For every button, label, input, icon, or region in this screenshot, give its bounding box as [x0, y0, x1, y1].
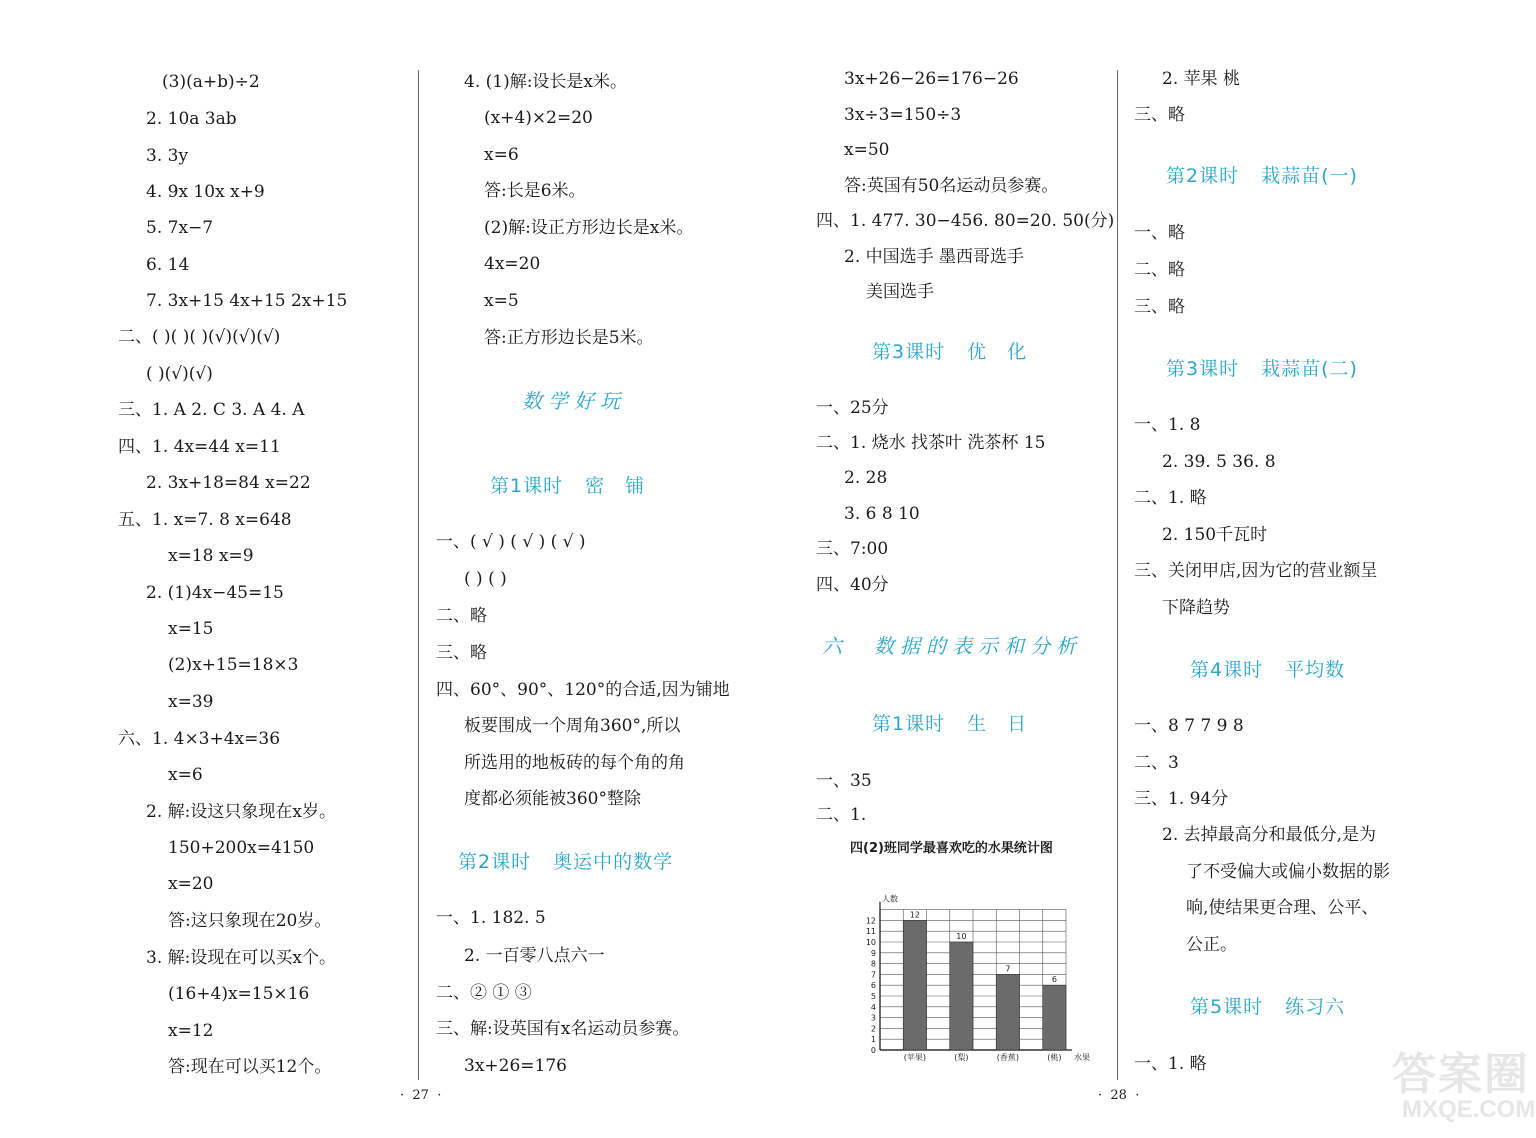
- answer-line: 三、1. 94分: [1134, 789, 1229, 809]
- answer-line: (x+4)×2=20: [484, 108, 593, 128]
- answer-line: 5. 7x−7: [146, 218, 214, 238]
- y-tick-label: 5: [870, 992, 876, 1001]
- answer-line: 四、40分: [816, 575, 889, 595]
- answer-line: 所选用的地板砖的每个角的角: [464, 753, 685, 773]
- y-tick-label: 4: [870, 1002, 876, 1012]
- lesson-topic: 奥运中的数学: [553, 851, 674, 873]
- lesson-heading: [458, 847, 673, 874]
- answer-line: 一、25分: [816, 398, 889, 418]
- category-label: (苹果): [903, 1053, 926, 1062]
- answer-line: x=15: [168, 619, 214, 639]
- answer-line: 响,使结果更合理、公平、: [1186, 898, 1379, 918]
- x-axis-label: 水果: [1074, 1053, 1090, 1062]
- bar-value-label: 10: [956, 932, 967, 941]
- answer-line: 4x=20: [484, 254, 541, 274]
- lesson-number: 第1课时: [490, 475, 564, 497]
- answer-line: 一、1. 8: [1134, 415, 1201, 435]
- y-tick-label: 6: [870, 981, 876, 991]
- answer-line: 答:英国有50名运动员参赛。: [844, 176, 1059, 196]
- bar-value-label: 7: [1005, 964, 1011, 974]
- lesson-heading: [1190, 992, 1345, 1019]
- answer-line: 2. 解:设这只象现在x岁。: [146, 802, 336, 822]
- answer-line: 7. 3x+15 4x+15 2x+15: [146, 291, 348, 311]
- answer-line: x=20: [168, 874, 214, 894]
- y-tick-label: 2: [870, 1024, 876, 1034]
- answer-line: (2)解:设正方形边长是x米。: [484, 218, 694, 238]
- answer-line: 三、解:设英国有x名运动员参赛。: [436, 1019, 690, 1039]
- answer-line: 答:长是6米。: [484, 181, 586, 201]
- answer-line: 二、3: [1134, 753, 1179, 773]
- answer-line: 2. 中国选手 墨西哥选手: [844, 247, 1025, 267]
- category-label: (梨): [954, 1053, 969, 1062]
- lesson-heading: [1190, 655, 1345, 682]
- answer-line: 二、1. 烧水 找茶叶 洗茶杯 15: [816, 433, 1046, 453]
- answer-line: 3x+26=176: [464, 1056, 567, 1076]
- y-tick-label: 8: [870, 959, 876, 969]
- answer-line: 六、1. 4×3+4x=36: [118, 729, 281, 749]
- lesson-heading: [1166, 161, 1358, 188]
- answer-line: x=5: [484, 291, 519, 311]
- answer-line: 3x+26−26=176−26: [844, 69, 1019, 89]
- bar: [996, 974, 1019, 1050]
- answer-line: 五、1. x=7. 8 x=648: [118, 510, 292, 530]
- bar: [950, 942, 973, 1050]
- answer-line: 4. 9x 10x x+9: [146, 182, 265, 202]
- answer-line: 2. 28: [844, 468, 888, 488]
- answer-line: 二、( )( )( )(√)(√)(√): [118, 327, 281, 347]
- answer-line: 一、( √ ) ( √ ) ( √ ): [436, 532, 586, 552]
- answer-line: 答:这只象现在20岁。: [168, 911, 332, 931]
- lesson-topic: 平均数: [1285, 659, 1346, 681]
- unit-title: 数据的表示和分析: [874, 634, 1082, 658]
- answer-line: 三、1. A 2. C 3. A 4. A: [118, 400, 305, 420]
- y-tick-label: 7: [870, 970, 876, 980]
- answer-line: 美国选手: [866, 282, 934, 302]
- answer-line: 公正。: [1186, 935, 1237, 955]
- answer-line: 二、② ① ③: [436, 983, 532, 1003]
- answer-line: 一、35: [816, 771, 872, 791]
- lesson-number: 第5课时: [1190, 996, 1264, 1018]
- answer-line: (16+4)x=15×16: [168, 984, 310, 1004]
- answer-line: 答:现在可以买12个。: [168, 1057, 332, 1077]
- answer-line: 二、略: [436, 606, 487, 626]
- answer-line: 答:正方形边长是5米。: [484, 328, 654, 348]
- y-tick-label: 1: [870, 1035, 876, 1045]
- answer-line: 三、7:00: [816, 539, 889, 559]
- answer-line: 板要围成一个周角360°,所以: [464, 716, 681, 736]
- unit-number: 六: [822, 634, 848, 658]
- answer-line: 四、1. 4x=44 x=11: [118, 437, 281, 457]
- answer-line: 三、略: [1134, 297, 1185, 317]
- answer-line: 二、1. 略: [1134, 488, 1207, 508]
- y-axis-label: 人数: [882, 894, 898, 904]
- answer-line: 2. 150千瓦时: [1162, 525, 1268, 545]
- answer-line: (3)(a+b)÷2: [162, 72, 260, 92]
- answer-line: 2. 一百零八点六一: [464, 946, 605, 966]
- category-label: (桃): [1047, 1053, 1062, 1062]
- lesson-topic: 栽蒜苗(二): [1261, 358, 1358, 380]
- chart-title: 四(2)班同学最喜欢吃的水果统计图: [850, 841, 1053, 856]
- answer-line: 2. 39. 5 36. 8: [1162, 452, 1276, 472]
- answer-line: x=18 x=9: [168, 546, 254, 566]
- y-tick-label: 0: [870, 1046, 876, 1055]
- lesson-topic: 优 化: [967, 341, 1028, 363]
- answer-line: 一、8 7 7 9 8: [1134, 716, 1244, 736]
- lesson-heading: [872, 709, 1027, 736]
- answer-line: x=12: [168, 1021, 214, 1041]
- answer-line: 2. (1)4x−45=15: [146, 583, 284, 603]
- y-tick-label: 10: [865, 938, 876, 947]
- answer-line: 下降趋势: [1162, 598, 1230, 618]
- answer-line: 3x÷3=150÷3: [844, 105, 962, 125]
- page-number-left: · 27 ·: [400, 1088, 442, 1103]
- answer-line: x=50: [844, 140, 890, 160]
- answer-line: x=39: [168, 692, 214, 712]
- lesson-number: 第3课时: [1166, 358, 1240, 380]
- answer-line: (2)x+15=18×3: [168, 655, 299, 675]
- answer-line: 一、1. 182. 5: [436, 908, 546, 928]
- answer-line: 度都必须能被360°整除: [464, 789, 641, 809]
- answer-line: 150+200x=4150: [168, 838, 315, 858]
- y-tick-label: 3: [870, 1013, 876, 1023]
- bar-value-label: 12: [909, 910, 920, 920]
- answer-line: ( ) ( ): [464, 569, 507, 589]
- unit-title: 数学好玩: [522, 389, 626, 413]
- answer-line: ( )(√)(√): [146, 364, 213, 384]
- bar-value-label: 6: [1051, 975, 1057, 985]
- answer-line: 一、1. 略: [1134, 1054, 1207, 1074]
- y-tick-label: 9: [870, 948, 876, 958]
- answer-line: 一、略: [1134, 223, 1185, 243]
- column-divider-2: [1117, 70, 1118, 1080]
- column-divider-1: [418, 70, 419, 1080]
- answer-line: 3. 6 8 10: [844, 504, 920, 524]
- y-tick-label: 12: [865, 916, 876, 926]
- lesson-number: 第2课时: [458, 851, 532, 873]
- lesson-heading: [872, 337, 1027, 364]
- bar: [1043, 985, 1066, 1050]
- answer-line: 3. 解:设现在可以买x个。: [146, 948, 336, 968]
- answer-line: 3. 3y: [146, 146, 189, 166]
- category-label: (香蕉): [996, 1053, 1019, 1062]
- answer-line: x=6: [168, 765, 203, 785]
- page-number-right: · 28 ·: [1098, 1088, 1140, 1103]
- y-tick-label: 11: [865, 927, 876, 937]
- answer-line: 四、1. 477. 30−456. 80=20. 50(分): [816, 211, 1115, 231]
- lesson-topic: 生 日: [967, 713, 1028, 735]
- lesson-number: 第3课时: [872, 341, 946, 363]
- lesson-topic: 练习六: [1285, 996, 1346, 1018]
- answer-line: 三、关闭甲店,因为它的营业额呈: [1134, 561, 1378, 581]
- answer-line: 三、略: [436, 643, 487, 663]
- unit-heading: [822, 630, 1082, 659]
- answer-line: 6. 14: [146, 255, 190, 275]
- fruit-bar-chart: [850, 870, 1110, 1070]
- answer-line: 三、略: [1134, 105, 1185, 125]
- answer-line: 四、60°、90°、120°的合适,因为铺地: [436, 680, 730, 700]
- answer-line: 4. (1)解:设长是x米。: [464, 72, 628, 92]
- answer-line: 2. 去掉最高分和最低分,是为: [1162, 825, 1377, 845]
- answer-line: x=6: [484, 145, 519, 165]
- answer-line: 二、1.: [816, 805, 867, 825]
- watermark-brand: 答案圈: [1392, 1050, 1530, 1099]
- lesson-number: 第4课时: [1190, 659, 1264, 681]
- watermark-url: MXQE.COM: [1402, 1096, 1536, 1123]
- answer-line: 2. 苹果 桃: [1162, 69, 1241, 89]
- answer-line: 2. 10a 3ab: [146, 109, 237, 129]
- answer-line: 2. 3x+18=84 x=22: [146, 473, 311, 493]
- lesson-number: 第1课时: [872, 713, 946, 735]
- answer-line: 二、略: [1134, 260, 1185, 280]
- bar: [903, 920, 926, 1050]
- answer-line: 了不受偏大或偏小数据的影: [1186, 862, 1390, 882]
- lesson-heading: [1166, 354, 1358, 381]
- lesson-topic: 密 铺: [585, 475, 646, 497]
- lesson-topic: 栽蒜苗(一): [1261, 165, 1358, 187]
- lesson-heading: [490, 471, 645, 498]
- lesson-number: 第2课时: [1166, 165, 1240, 187]
